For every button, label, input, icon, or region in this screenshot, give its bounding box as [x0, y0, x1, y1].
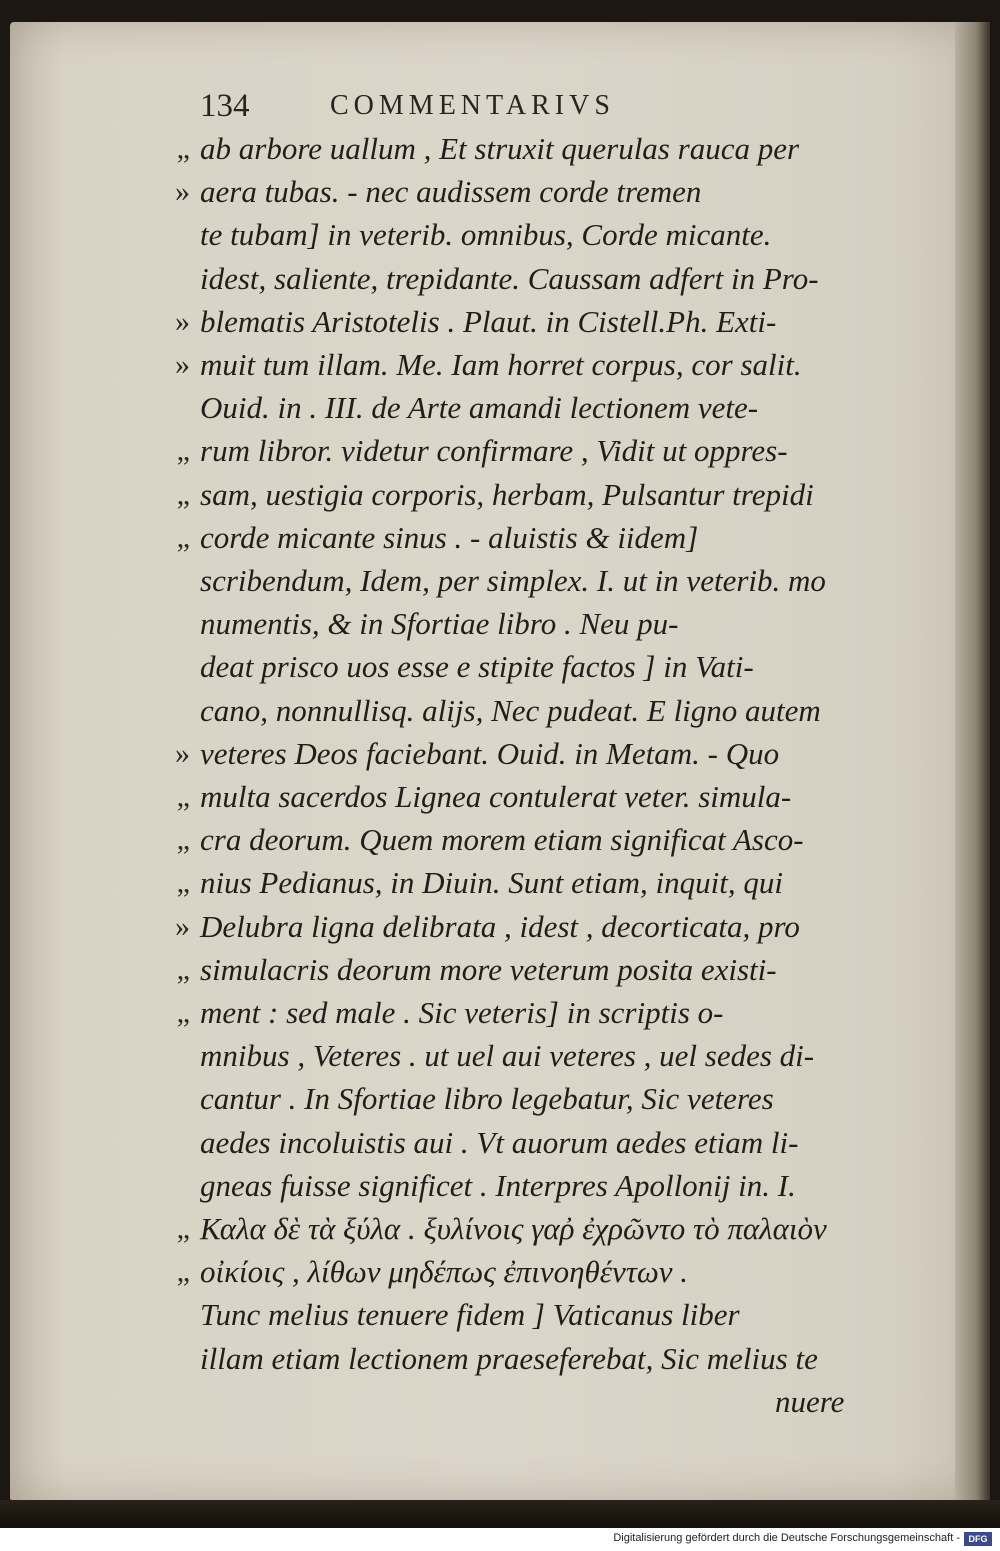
- text-line: muit tum illam. Me. Iam horret corpus, cor salit.: [200, 347, 802, 382]
- quotation-mark: „: [176, 780, 190, 813]
- quotation-mark: [150, 1338, 190, 1380]
- text-line: Καλα δὲ τὰ ξύλα . ξυλίνοις γαῤ ἐχρῶντο τὸ παλαιὸν: [200, 1211, 827, 1246]
- running-title: COMMENTARIVS: [330, 90, 615, 121]
- quotation-mark: „: [176, 866, 190, 900]
- quotation-mark: „: [176, 434, 190, 468]
- quotation-mark: „: [176, 1212, 190, 1245]
- text-line: idest, saliente, trepidante. Caussam adfert in Pro-: [200, 260, 819, 296]
- quotation-mark: „: [176, 132, 190, 165]
- quotation-mark: „: [176, 1255, 190, 1289]
- quotation-mark: [150, 258, 190, 300]
- quotation-mark: [150, 1165, 190, 1207]
- text-line: numentis, & in Sfortiae libro . Neu pu-: [200, 606, 679, 642]
- quotation-mark: »: [175, 909, 190, 943]
- text-line: gneas fuisse significet . Interpres Apollonij in. I.: [200, 1167, 796, 1203]
- quotation-mark: »: [175, 175, 190, 209]
- quotation-mark: »: [175, 348, 190, 381]
- quotation-mark: [150, 690, 190, 732]
- quotation-mark: [150, 1122, 190, 1164]
- text-line: aedes incoluistis aui . Vt auorum aedes etiam li-: [200, 1124, 799, 1160]
- text-line: ment : sed male . Sic veteris] in scriptis o-: [200, 995, 724, 1030]
- text-line: mnibus , Veteres . ut uel aui veteres , uel sedes di-: [200, 1038, 815, 1074]
- quotation-mark: [150, 1078, 190, 1120]
- text-line: οἰκίοις , λίθων μηδέπως ἐπινοηθέντων .: [200, 1254, 688, 1290]
- text-line: cantur . In Sfortiae libro legebatur, Sic veteres: [200, 1081, 774, 1117]
- text-line: multa sacerdos Lignea contulerat veter. simula-: [200, 779, 792, 814]
- quotation-mark: „: [176, 952, 190, 986]
- text-line: scribendum, Idem, per simplex. I. ut in veterib. mo: [200, 563, 826, 598]
- quotation-mark: »: [175, 304, 190, 338]
- quotation-mark: [150, 1035, 190, 1077]
- text-line: te tubam] in veterib. omnibus, Corde micante.: [200, 217, 772, 253]
- text-line: Ouid. in . III. de Arte amandi lectionem vete-: [200, 390, 759, 426]
- text-line: ab arbore uallum , Et struxit querulas rauca per: [200, 131, 800, 166]
- text-line: deat prisco uos esse e stipite factos ] in Vati-: [200, 649, 754, 685]
- footer-credit: Digitalisierung gefördert durch die Deutsche Forschungsgemeinschaft -: [613, 1532, 960, 1544]
- text-line: nuere: [775, 1383, 845, 1419]
- text-line: corde micante sinus . - aluistis & iidem]: [200, 519, 699, 555]
- page-number: 134: [200, 88, 250, 124]
- quotation-mark: [150, 646, 190, 688]
- page-edge-shadow: [955, 22, 990, 1500]
- footer-bar: [0, 1528, 1000, 1551]
- quotation-mark: „: [176, 477, 190, 511]
- text-line: sam, uestigia corporis, herbam, Pulsantur trepidi: [200, 476, 814, 512]
- text-line: illam etiam lectionem praeseferebat, Sic melius te: [200, 1340, 818, 1376]
- text-line: Delubra ligna delibrata , idest , decorticata, pro: [200, 908, 800, 944]
- quotation-mark: [150, 1294, 190, 1336]
- text-line: cra deorum. Quem morem etiam significat Asco-: [200, 822, 804, 858]
- quotation-mark: »: [175, 736, 190, 770]
- text-line: aera tubas. - nec audissem corde tremen: [200, 174, 702, 210]
- text-line: nius Pedianus, in Diuin. Sunt etiam, inquit, qui: [200, 865, 783, 901]
- quotation-mark: [150, 603, 190, 645]
- text-line: simulacris deorum more veterum posita existi-: [200, 951, 777, 987]
- text-line: blematis Aristotelis . Plaut. in Cistell.Ph. Exti-: [200, 303, 777, 339]
- quotation-mark: [150, 387, 190, 429]
- quotation-mark: „: [176, 520, 190, 554]
- show-through-text: [905, 130, 955, 1430]
- text-line: veteres Deos faciebant. Ouid. in Metam. - Quo: [200, 735, 780, 771]
- scan-bottom-edge: [0, 1500, 1000, 1528]
- quotation-mark: [150, 1381, 190, 1423]
- text-line: rum libror. videtur confirmare , Vidit ut oppres-: [200, 433, 788, 469]
- dfg-logo: DFG: [964, 1532, 992, 1546]
- quotation-mark: „: [176, 823, 190, 857]
- text-line: Tunc melius tenuere fidem ] Vaticanus liber: [200, 1297, 740, 1333]
- quotation-mark: [150, 214, 190, 256]
- quotation-mark: [150, 560, 190, 602]
- quotation-mark: „: [176, 996, 190, 1029]
- text-line: cano, nonnullisq. alijs, Nec pudeat. E ligno autem: [200, 692, 821, 728]
